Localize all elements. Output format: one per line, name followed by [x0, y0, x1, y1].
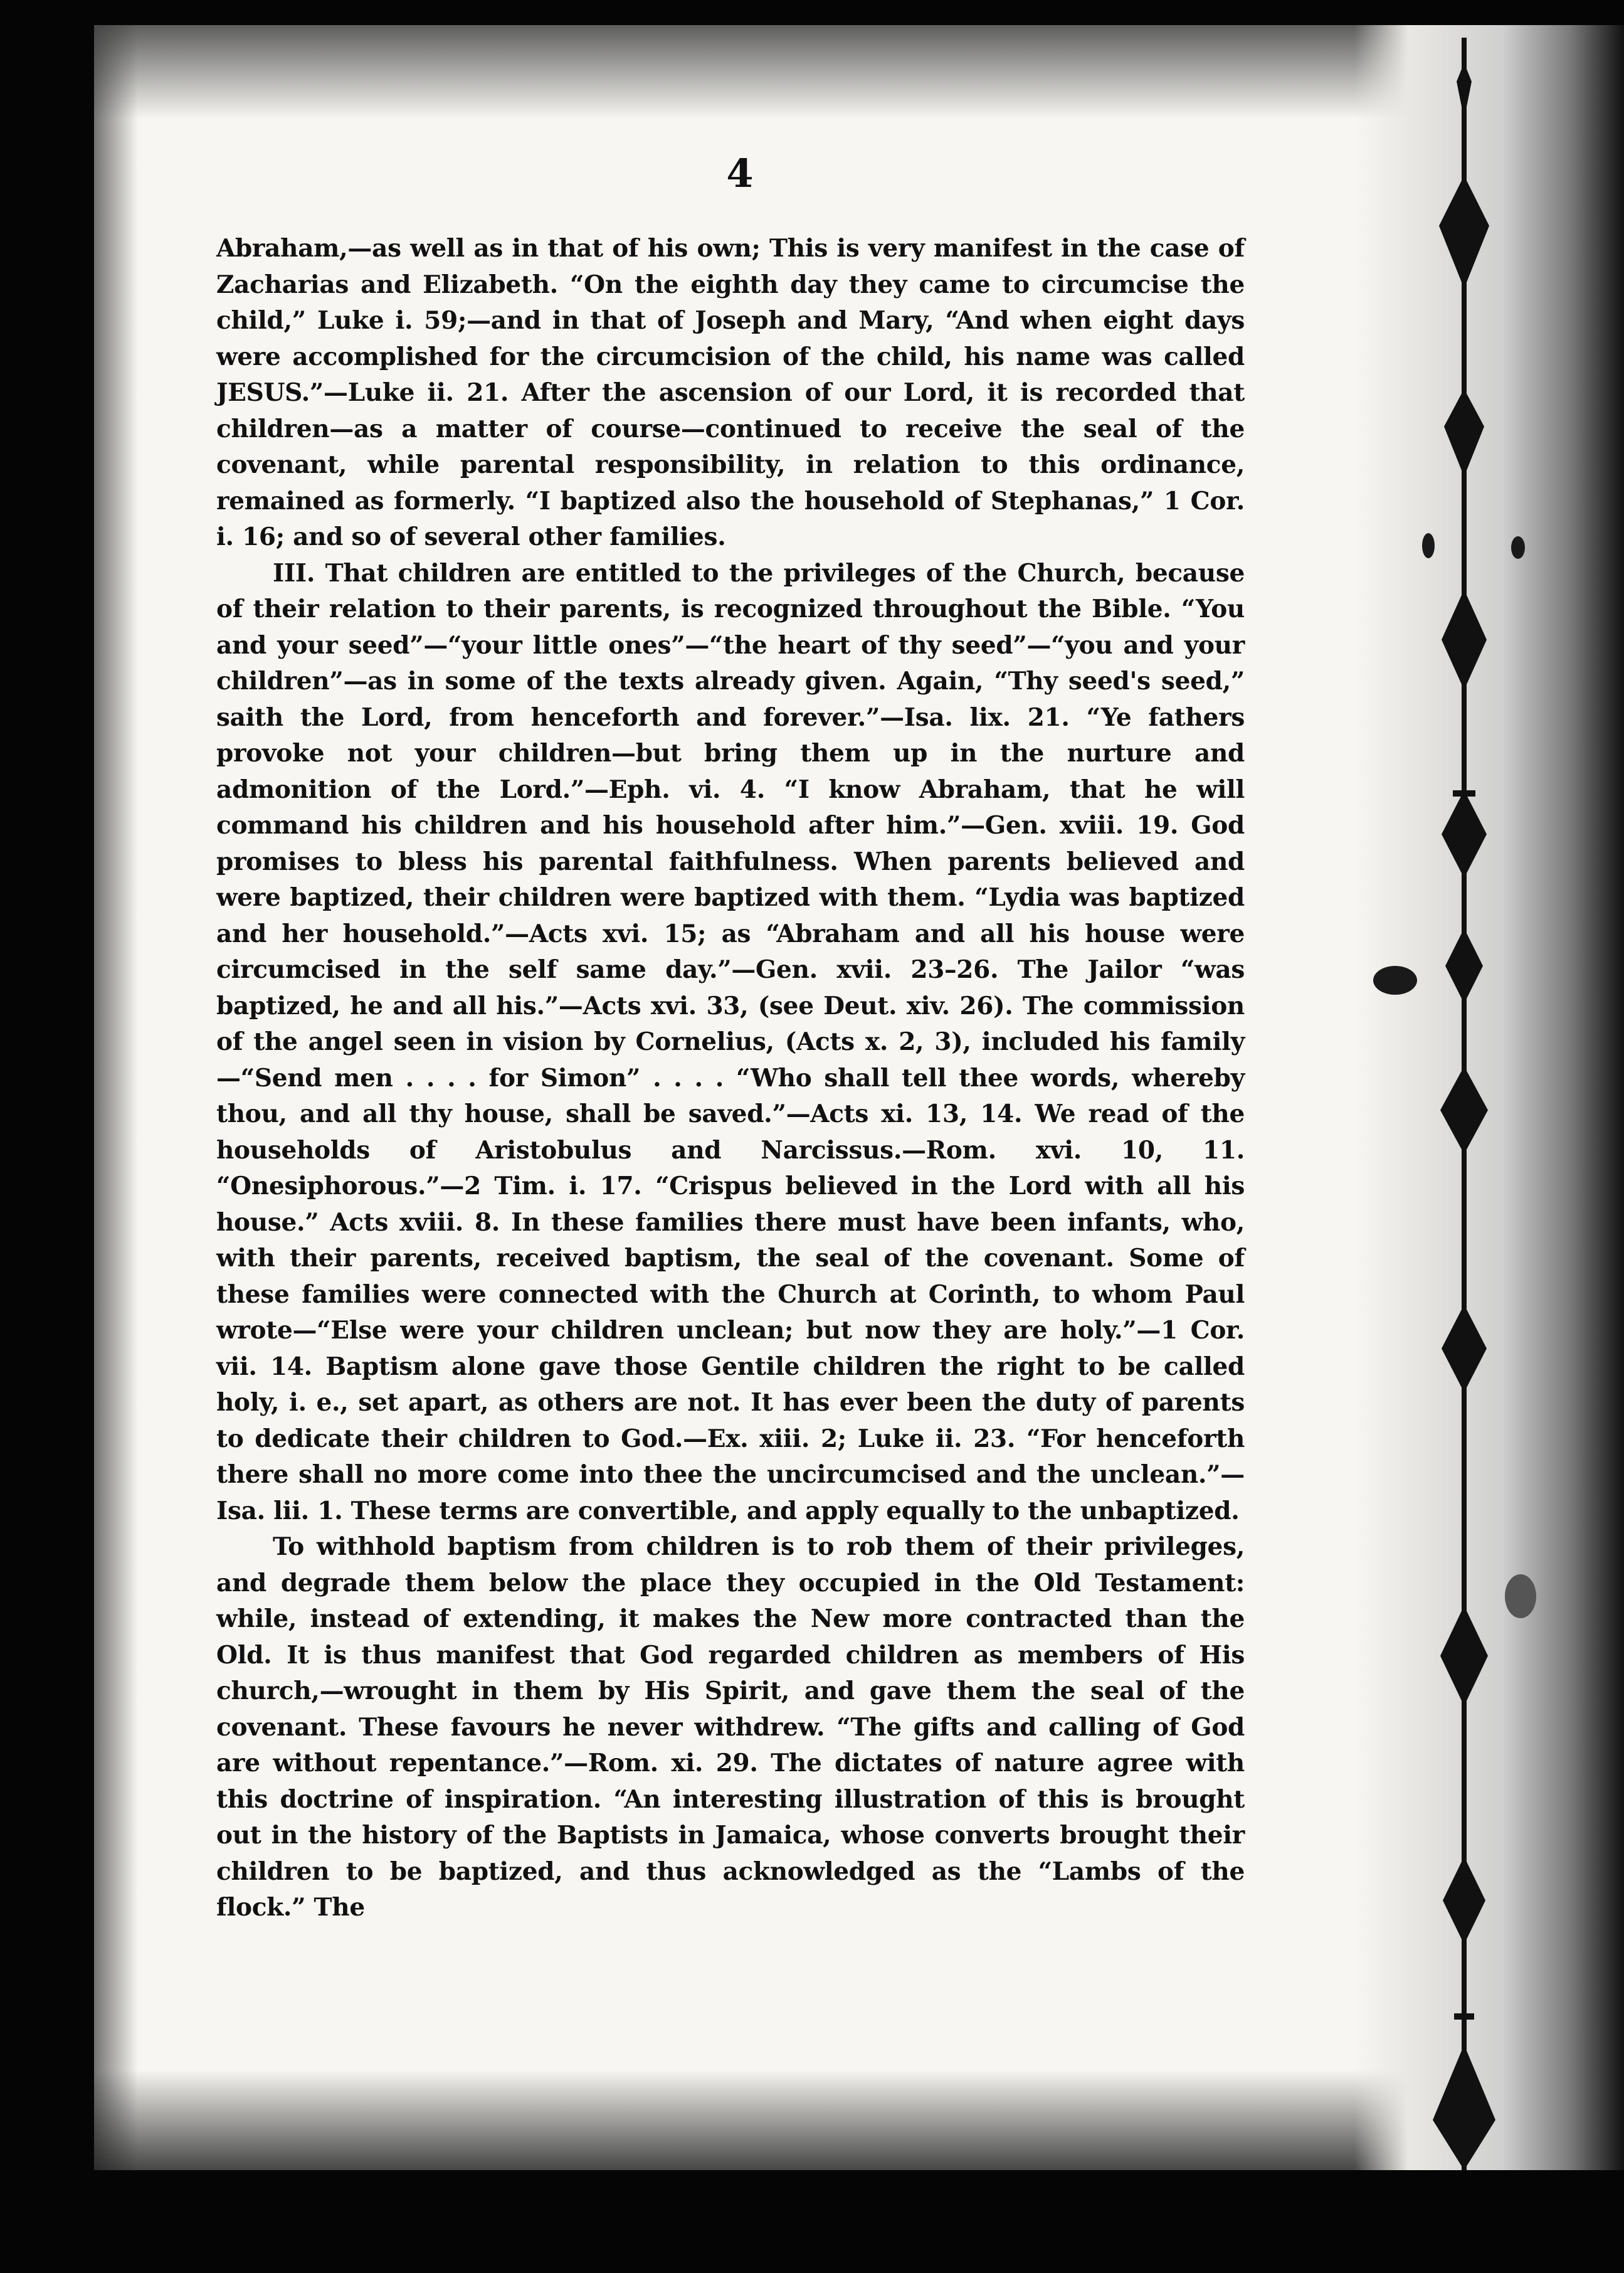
left-shadow: [94, 25, 138, 2170]
ink-blot: [1422, 533, 1435, 558]
ink-blot: [1373, 966, 1417, 995]
paragraph-2: III. That children are entitled to the privileges of the Church, because of their relation to their parents, is recognized throughout the Bible. “You and your seed”—“your little ones”—“the heart of thy seed”—“you and your children”—as in some of the texts already given. Again, “Thy seed's seed,” saith the Lord, from henceforth and forever.”—Isa. lix. 21. “Ye fathers provoke not your children—but bring them up in the nurture and admonition of the Lord.”—Eph. vi. 4. “I know Abraham, that he will command his children and his household after him.”—Gen. xviii. 19. God promises to bless his parental faithfulness. When parents believed and were baptized, their children were baptized with them. “Lydia was baptized and her household.”—Acts xvi. 15; as “Abraham and all his house were circumcised in the self same day.”—Gen. xvii. 23–26. The Jailor “was baptized, he and all his.”—Acts xvi. 33, (see Deut. xiv. 26). The commission of the angel seen in vision by Cornelius, (Acts x. 2, 3), included his family—“Send men . . . . for Simon” . . . . “Who shall tell thee words, whereby thou, and all thy house, shall be saved.”—Acts xi. 13, 14. We read of the households of Aristobulus and Narcissus.—Rom. xvi. 10, 11. “Onesiphorous.”—2 Tim. i. 17. “Crispus believed in the Lord with all his house.” Acts xviii. 8. In these families there must have been infants, who, with their parents, received baptism, the seal of the covenant. Some of these families were connected with the Church at Corinth, to whom Paul wrote—“Else were your children unclean; but now they are holy.”—1 Cor. vii. 14. Baptism alone gave those Gentile children the right to be called holy, i. e., set apart, as others are not. It has ever been the duty of parents to dedicate their children to God.—Ex. xiii. 2; Luke ii. 23. “For henceforth there shall no more come into thee the uncircumcised and the unclean.”—Isa. lii. 1. These terms are convertible, and apply equally to the unbaptized.: [216, 558, 1245, 1525]
page-number: 4: [726, 151, 754, 196]
ink-blot: [1505, 1574, 1536, 1618]
body-text: [216, 231, 1245, 1926]
ink-blot: [1511, 536, 1525, 559]
paragraph-3: To withhold baptism from children is to rob them of their privileges, and degrade them below the place they occupied in the Old Testament: while, instead of extending, it makes the New more contracted than the Old. It is thus manifest that God regarded children as members of His church,—wrought in them by His Spirit, and gave them the seal of the covenant. These favours he never withdrew. “The gifts and calling of God are without repentance.”—Rom. xi. 29. The dictates of nature agree with this doctrine of inspiration. “An interesting illustration of this is brought out in the history of the Baptists in Jamaica, whose converts brought their children to be baptized, and thus acknowledged as the “Lambs of the flock.” The: [216, 1532, 1245, 1922]
decorative-binding-ornament-icon: [1426, 38, 1502, 2170]
paragraph-1: Abraham,—as well as in that of his own; This is very manifest in the case of Zacharias and Elizabeth. “On the eighth day they came to circumcise the child,” Luke i. 59;—and in that of Joseph and Mary, “And when eight days were accomplished for the circumcision of the child, his name was called JESUS.”—Luke ii. 21. After the ascension of our Lord, it is recorded that children—as a matter of course—continued to receive the seal of the covenant, while parental responsibility, in relation to this ordinance, remained as formerly. “I baptized also the household of Stephanas,” 1 Cor. i. 16; and so of several other families.: [216, 234, 1245, 551]
